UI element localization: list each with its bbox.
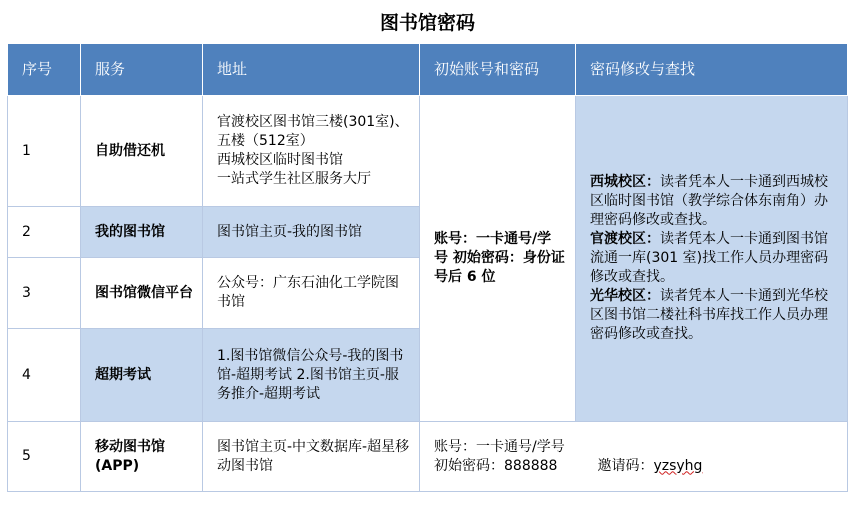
- header-initial-account: 初始账号和密码: [420, 44, 576, 96]
- note-guandu: [590, 230, 839, 287]
- initial-password: 初始密码：888888: [434, 457, 558, 474]
- cell-password-notes: [576, 96, 848, 422]
- cell-address: [203, 96, 420, 207]
- cell-service: 超期考试: [81, 329, 203, 422]
- cell-row5-account: [420, 422, 848, 492]
- note-campus: 官渡校区：: [590, 231, 660, 247]
- note-text: 读者凭本人一卡通到西城校区临时图书馆（教学综合体东南角）办理密码修改或查找。: [590, 174, 828, 228]
- header-no: 序号: [8, 44, 81, 96]
- header-service: 服务: [81, 44, 203, 96]
- cell-service: 移动图书馆(APP): [81, 422, 203, 492]
- cell-address: 公众号：广东石油化工学院图书馆: [203, 258, 420, 329]
- password-table: [7, 43, 848, 492]
- note-text: 读者凭本人一卡通到图书馆流通一库(301 室)找工作人员办理密码修改或查找。: [590, 231, 829, 285]
- cell-initial-account-merged: 账号：一卡通号/学号 初始密码：身份证号后 6 位: [420, 96, 576, 422]
- table-row: [8, 96, 848, 207]
- cell-service: 自助借还机: [81, 96, 203, 207]
- table-row: [8, 422, 848, 492]
- cell-address: 图书馆主页-中文数据库-超星移动图书馆: [203, 422, 420, 492]
- cell-no: 2: [8, 207, 81, 258]
- account-line: 账号：一卡通号/学号: [434, 438, 565, 455]
- cell-no: 3: [8, 258, 81, 329]
- header-address: 地址: [203, 44, 420, 96]
- note-text: 读者凭本人一卡通到光华校区图书馆二楼社科书库找工作人员办理密码修改或查找。: [590, 288, 828, 342]
- invite-label: 邀请码：: [597, 457, 654, 474]
- note-campus: 西城校区：: [590, 174, 660, 190]
- cell-service: 图书馆微信平台: [81, 258, 203, 329]
- cell-address: 1.图书馆微信公众号-我的图书馆-超期考试 2.图书馆主页-服务推介-超期考试: [203, 329, 420, 422]
- cell-no: 1: [8, 96, 81, 207]
- invite-code: yzsyhg: [653, 457, 703, 474]
- address-line: 西城校区临时图书馆: [217, 152, 343, 168]
- page-title: 图书馆密码: [379, 12, 475, 34]
- cell-no: 4: [8, 329, 81, 422]
- header-password-reset: 密码修改与查找: [576, 44, 848, 96]
- cell-no: 5: [8, 422, 81, 492]
- note-xicheng: [590, 173, 839, 230]
- cell-service: 我的图书馆: [81, 207, 203, 258]
- address-line: 官渡校区图书馆三楼(301室)、五楼（512室）: [217, 114, 409, 149]
- note-guanghua: [590, 287, 839, 344]
- table-header-row: [8, 44, 848, 96]
- cell-address: 图书馆主页-我的图书馆: [203, 207, 420, 258]
- address-line: 一站式学生社区服务大厅: [217, 171, 371, 187]
- password-line: [434, 457, 839, 476]
- note-campus: 光华校区：: [590, 288, 660, 304]
